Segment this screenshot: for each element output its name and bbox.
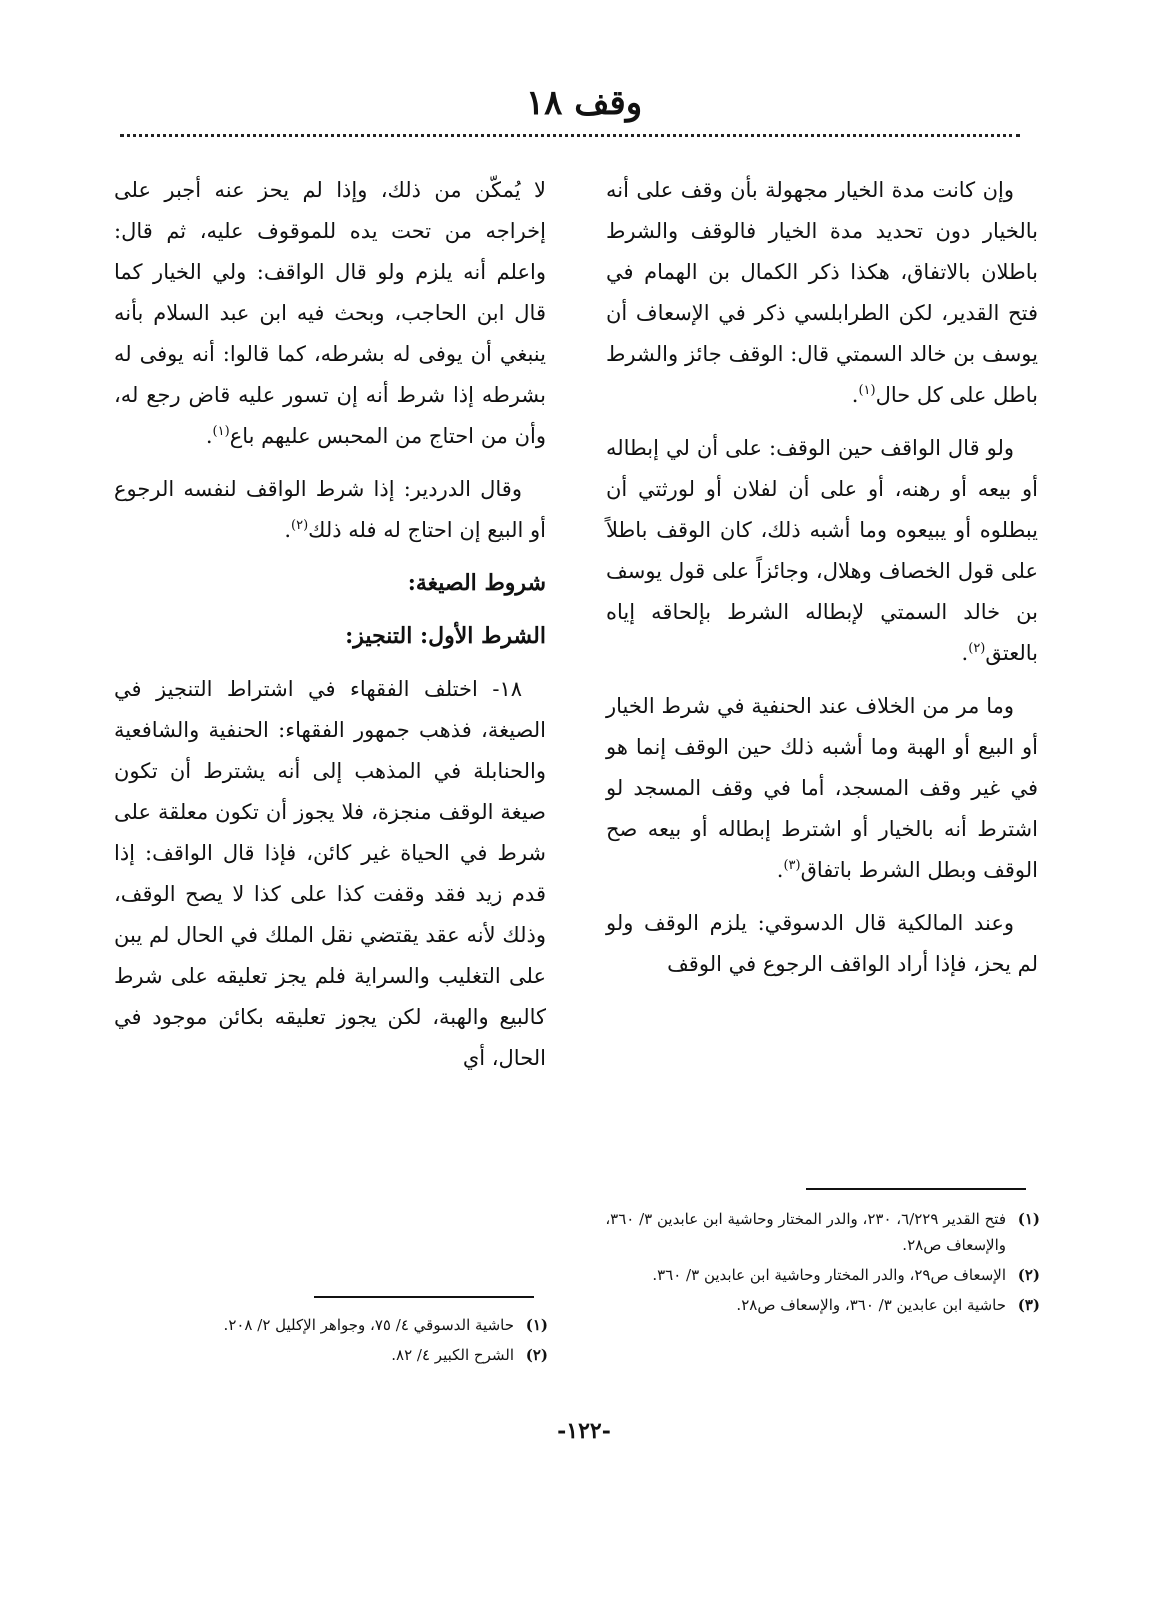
footnote [108, 1312, 548, 1338]
paragraph-text: وإن كانت مدة الخيار مجهولة بأن وقف على أنه بالخيار دون تحديد مدة الخيار فالوقف والشرط باطلان بالاتفاق، هكذا ذكر الكمال بن الهمام في فتح القدير، لكن الطرابلسي ذكر في الإسعاف أن يوسف بن خالد السمتي قال: الوقف جائز والشرط باطل على كل حال [606, 178, 1038, 407]
section-heading: شروط الصيغة: [407, 570, 546, 596]
paragraph [606, 903, 1038, 985]
left-footnotes [108, 1312, 548, 1372]
footnote-text: فتح القدير ٦/٢٢٩، ٢٣٠، والدر المختار وحاشية ابن عابدين ٣/ ٣٦٠، والإسعاف ص٢٨. [605, 1210, 1006, 1254]
page-title: وقف ١٨ [525, 83, 643, 123]
paragraph [114, 170, 546, 457]
left-column [114, 170, 546, 1091]
page-number: -١٢٢- [557, 1418, 611, 1444]
footnote-number: (١) [525, 1316, 548, 1334]
right-footnotes [600, 1206, 1040, 1322]
footnote-number: (٢) [525, 1346, 548, 1364]
footnote-separator [314, 1296, 534, 1298]
footnote-separator [806, 1188, 1026, 1190]
paragraph-end: . [284, 518, 292, 542]
footnote-text: حاشية ابن عابدين ٣/ ٣٦٠، والإسعاف ص٢٨. [736, 1296, 1006, 1314]
right-column [606, 170, 1038, 997]
paragraph [606, 170, 1038, 416]
footnote-ref: (٣) [783, 858, 801, 873]
paragraph-text: وقال الدردير: إذا شرط الواقف لنفسه الرجوع أو البيع إن احتاج له فله ذلك [114, 477, 546, 542]
footnote-number: (١) [1017, 1210, 1040, 1228]
footnote-text: الإسعاف ص٢٩، والدر المختار وحاشية ابن عابدين ٣/ ٣٦٠. [652, 1266, 1006, 1284]
paragraph-end: . [776, 858, 784, 882]
paragraph-end: . [205, 424, 213, 448]
paragraph-text: ولو قال الواقف حين الوقف: على أن لي إبطاله أو بيعه أو رهنه، أو على أن لفلان أو لورثتي أن يبطلوه أو يبيعوه وما أشبه ذلك، كان الوقف باطلاً على قول الخصاف وهلال، وجائزاً على قول يوسف بن خالد السمتي لإبطاله الشرط بإلحاقه إياه بالعتق [606, 436, 1038, 665]
footnote-ref: (١) [858, 383, 876, 398]
paragraph-end: . [961, 641, 969, 665]
footnote [600, 1206, 1040, 1258]
footnote-ref: (١) [212, 424, 230, 439]
paragraph-text: لا يُمكّن من ذلك، وإذا لم يحز عنه أجبر على إخراجه من تحت يده للموقوف عليه، ثم قال: واعلم أنه يلزم ولو قال الواقف: ولي الخيار كما قال ابن الحاجب، وبحث فيه ابن عبد السلام بأنه ينبغي أن يوفى له بشرطه، كما قالوا: أنه يوفى له بشرطه إذا شرط أنه إن تسور عليه قاض رجع له، وأن من احتاج من المحبس عليهم باع [114, 178, 546, 448]
footnote-ref: (٢) [968, 641, 986, 656]
footnote-ref: (٢) [291, 518, 309, 533]
paragraph-text: وما مر من الخلاف عند الحنفية في شرط الخيار أو البيع أو الهبة وما أشبه ذلك حين الوقف إنما هو في غير وقف المسجد، أما في وقف المسجد لو اشترط أنه بالخيار أو اشترط إبطاله أو بيعه صح الوقف وبطل الشرط باتفاق [606, 694, 1038, 882]
paragraph [114, 469, 546, 551]
footnote [108, 1342, 548, 1368]
subsection-heading: الشرط الأول: التنجيز: [345, 623, 546, 649]
paragraph [114, 669, 546, 1079]
paragraph [606, 686, 1038, 891]
footnote [600, 1262, 1040, 1288]
paragraph-end: . [851, 383, 859, 407]
footnote-number: (٣) [1017, 1296, 1040, 1314]
header-dotted-rule [120, 134, 1020, 137]
paragraph-text: ١٨- اختلف الفقهاء في اشتراط التنجيز في الصيغة، فذهب جمهور الفقهاء: الحنفية والشافعية والحنابلة في المذهب إلى أنه يشترط أن تكون صيغة الوقف منجزة، فلا يجوز أن تكون معلقة على شرط في الحياة غير كائن، فإذا قال الواقف: إذا قدم زيد فقد وقفت كذا على كذا لا يصح الوقف، وذلك لأنه عقد يقتضي نقل الملك في الحال لم يبن على التغليب والسراية فلم يجز تعليقه على شرط كالبيع والهبة، لكن يجوز تعليقه بكائن موجود في الحال، أي [114, 677, 546, 1070]
footnote-text: الشرح الكبير ٤/ ٨٢. [391, 1346, 514, 1364]
footnote-number: (٢) [1017, 1266, 1040, 1284]
footnote-text: حاشية الدسوقي ٤/ ٧٥، وجواهر الإكليل ٢/ ٢٠٨. [223, 1316, 514, 1334]
paragraph-text: وعند المالكية قال الدسوقي: يلزم الوقف ولو لم يحز، فإذا أراد الواقف الرجوع في الوقف [606, 911, 1038, 976]
footnote [600, 1292, 1040, 1318]
paragraph [606, 428, 1038, 674]
